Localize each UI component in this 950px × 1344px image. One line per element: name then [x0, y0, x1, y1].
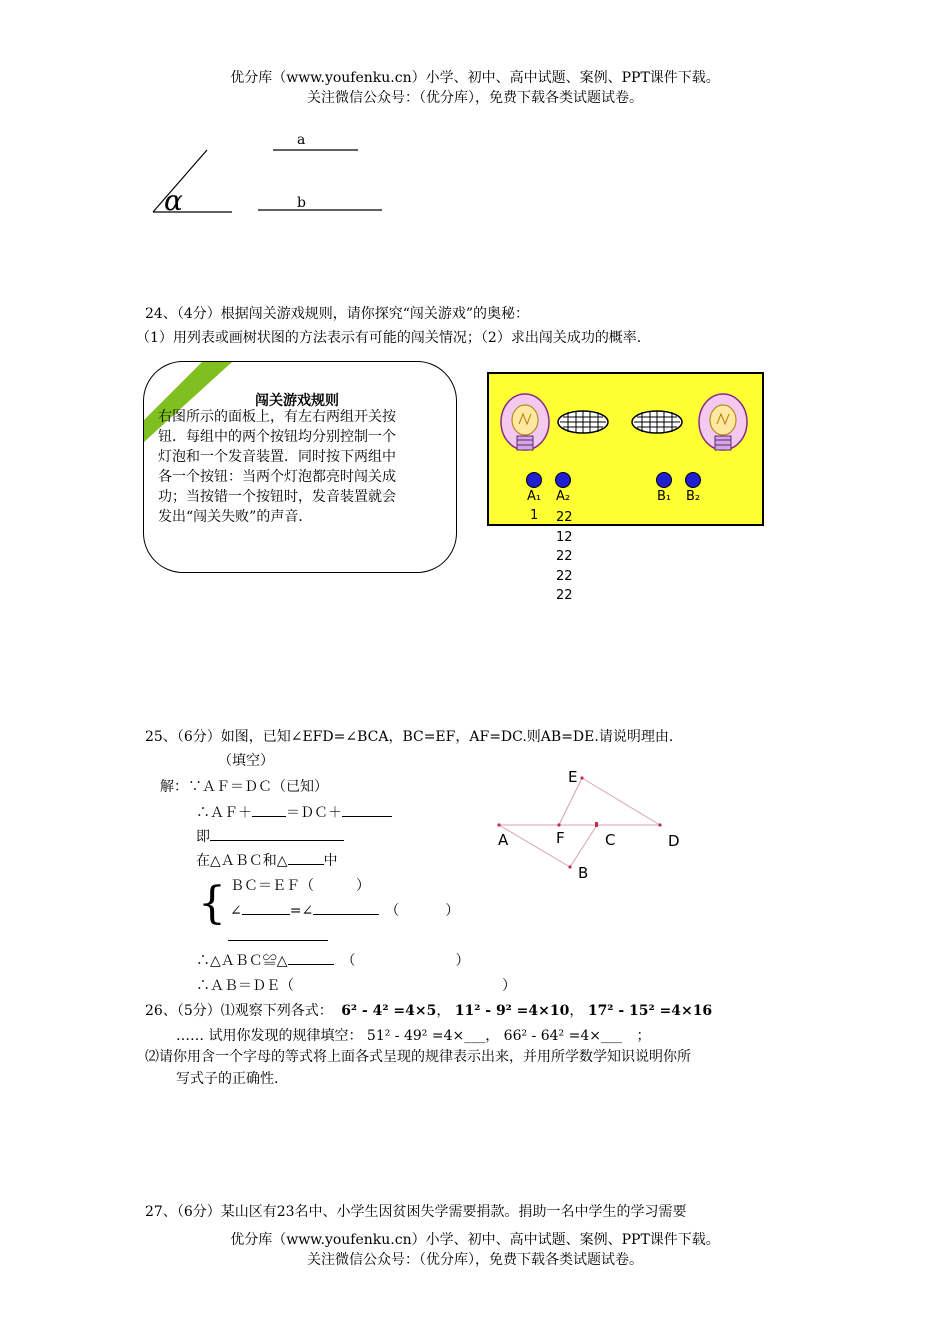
q26-fill2: 66² - 64² =4×___ — [503, 1028, 622, 1044]
point-d: D — [668, 832, 680, 850]
q25-line1: 解：∵ＡＦ＝ＤＣ（已知） — [160, 779, 328, 795]
q25-line5-a: ＢＣ＝ＥＦ（ — [230, 878, 314, 894]
header-line-1: 优分库（www.youfenku.cn）小学、初中、高中试题、案例、PPT课件下载。 — [230, 70, 720, 86]
rules-line: 右图所示的面板上，有左右两组开关按 — [158, 409, 396, 425]
q25-line8 — [196, 950, 470, 970]
rules-line: 灯泡和一个发音装置．同时按下两组中 — [158, 449, 396, 465]
q26-title: 26、（5分）⑴观察下列各式： — [145, 1003, 333, 1019]
label-b: b — [297, 195, 306, 211]
blank[interactable] — [313, 914, 379, 915]
blank[interactable] — [288, 864, 324, 865]
q25-line3 — [196, 826, 344, 846]
blank-line[interactable] — [228, 940, 328, 941]
q26-eq2: 11² - 9² =4×10 — [454, 1003, 570, 1019]
blank[interactable] — [252, 816, 286, 817]
rules-title: 闯关游戏规则 — [255, 393, 339, 409]
point-c: C — [605, 831, 616, 849]
rules-line: 钮．每组中的两个按钮均分别控制一个 — [158, 429, 396, 445]
blank[interactable] — [242, 914, 290, 915]
rules-line: 各一个按钮：当两个灯泡都亮时闯关成 — [158, 469, 396, 485]
left-bulb-icon — [501, 394, 549, 450]
q25-line8-a: ∴△ＡＢＣ≌△ — [196, 953, 288, 969]
blank[interactable] — [342, 816, 392, 817]
q26-line2-a: …… 试用你发现的规律填空： — [176, 1028, 363, 1044]
stray-value: 22 — [556, 549, 573, 564]
stray-digit: 1 — [530, 508, 539, 523]
q25-line2 — [196, 802, 392, 822]
q25-line2-a: ∴ＡＦ＋ — [196, 805, 252, 821]
q25-fill: （填空） — [218, 753, 274, 769]
stray-value: 22 — [556, 568, 573, 584]
point-f: F — [556, 829, 565, 847]
stray-value: 22 — [556, 510, 573, 525]
q25-line4-a: 在△ＡＢＣ和△ — [196, 853, 288, 869]
left-speaker-icon — [558, 411, 608, 433]
stray-value: 12 — [556, 529, 573, 545]
footer-line-2: 关注微信公众号：（优分库），免费下载各类试题试卷。 — [307, 1252, 643, 1268]
q26-line1: 26、（5分）⑴观察下列各式： 6² - 4² =4×5， 11² - 9² =4×10， 17² - 15² =4×16 — [145, 1003, 713, 1019]
label-b2: B₂ — [686, 489, 701, 504]
label-a1: A₁ — [527, 489, 542, 504]
q26-fill1: 51² - 49² =4×___ — [366, 1028, 486, 1044]
q26-eq3: 17² - 15² =4×16 — [587, 1003, 713, 1019]
triangle-figure — [490, 765, 700, 885]
header-line-2: 关注微信公众号：（优分库），免费下载各类试题试卷。 — [307, 90, 643, 106]
brace-symbol: { — [198, 878, 226, 929]
stray-value: 22 — [556, 588, 573, 603]
label-a: a — [297, 132, 306, 148]
q25-line6-c: （ — [385, 903, 400, 919]
q25-line6-d: ） — [445, 903, 460, 919]
point-a: A — [498, 831, 509, 849]
right-speaker-icon — [632, 411, 682, 433]
footer-line-1: 优分库（www.youfenku.cn）小学、初中、高中试题、案例、PPT课件下载。 — [230, 1232, 720, 1248]
q25-line3-a: 即 — [196, 829, 210, 845]
panel-graphics — [497, 390, 757, 470]
q25-line6-a: ∠ — [230, 903, 242, 919]
blank[interactable] — [210, 840, 344, 841]
label-b1: B₁ — [657, 489, 672, 504]
q24-title: 24、（4分）根据闯关游戏规则，请你探究“闯关游戏”的奥秘： — [145, 306, 530, 322]
q26-eq1: 6² - 4² =4×5 — [341, 1003, 437, 1019]
q25-line2-b: ＝ＤＣ＋ — [286, 805, 342, 821]
q25-line4 — [196, 850, 338, 870]
rules-line: 功；当按错一个按钮时，发音装置就会 — [158, 489, 396, 505]
q25-line8-b: （ — [341, 953, 356, 969]
label-a2: A₂ — [556, 489, 571, 504]
button-b1[interactable] — [656, 472, 672, 488]
q26-line3: ⑵请你用含一个字母的等式将上面各式呈现的规律表示出来，并用所学数学知识说明你所 — [145, 1049, 691, 1065]
stray-column — [556, 508, 573, 606]
q25-line6 — [230, 900, 459, 920]
button-b2[interactable] — [685, 472, 701, 488]
q25-line5 — [230, 875, 370, 895]
button-a2[interactable] — [555, 472, 571, 488]
q25-line5-b: ） — [356, 878, 370, 894]
q24-subquestions: （1）用列表或画树状图的方法表示有可能的闯关情况；（2）求出闯关成功的概率. — [136, 330, 642, 346]
q25-line9-a: ∴ＡＢ＝ＤＥ（ — [196, 978, 294, 994]
q26-line2-end: ； — [636, 1028, 651, 1044]
rules-text — [158, 407, 396, 527]
q25-line6-b: =∠ — [289, 903, 314, 919]
q25-title: 25、（6分）如图，已知∠EFD=∠BCA，BC=EF，AF=DC.则AB=DE.请说明理由. — [145, 729, 674, 745]
q26-line2: …… 试用你发现的规律填空： 51² - 49² =4×___， 66² - 64² =4×___ ； — [176, 1028, 651, 1044]
button-a1[interactable] — [526, 472, 542, 488]
q25-line9-b: ） — [502, 978, 516, 994]
q25-line9 — [196, 975, 516, 995]
right-bulb-icon — [699, 394, 747, 450]
alpha-symbol: α — [164, 184, 183, 217]
q25-line8-c: ） — [455, 953, 470, 969]
rules-line: 发出“闯关失败”的声音． — [158, 509, 313, 525]
point-b: B — [578, 864, 589, 882]
q26-line4: 写式子的正确性. — [176, 1071, 279, 1087]
blank[interactable] — [288, 964, 334, 965]
point-e: E — [568, 768, 578, 786]
q27-title: 27、（6分）某山区有23名中、小学生因贫困失学需要捐款。捐助一名中学生的学习需要 — [145, 1204, 687, 1220]
q25-line4-b: 中 — [323, 853, 338, 869]
